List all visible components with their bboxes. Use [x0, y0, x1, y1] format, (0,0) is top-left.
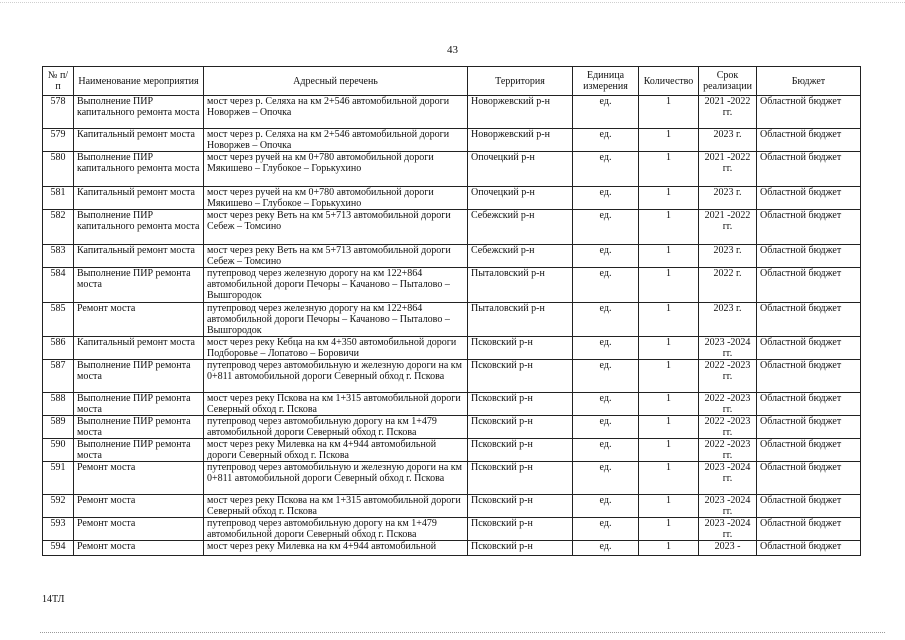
cell-territory: Псковский р-н: [468, 393, 573, 416]
cell-num: 593: [43, 518, 74, 541]
cell-unit: ед.: [573, 416, 639, 439]
table-row: [43, 337, 861, 360]
table-row: [43, 518, 861, 541]
cell-budget: Областной бюджет: [757, 518, 861, 541]
cell-budget: Областной бюджет: [757, 337, 861, 360]
table-row: [43, 96, 861, 129]
cell-unit: ед.: [573, 495, 639, 518]
page-number: 43: [447, 44, 458, 56]
cell-qty: 1: [639, 518, 699, 541]
table-row: [43, 152, 861, 187]
cell-territory: Псковский р-н: [468, 462, 573, 495]
cell-territory: Пыталовский р-н: [468, 303, 573, 337]
cell-budget: Областной бюджет: [757, 245, 861, 268]
cell-address: мост через ручей на км 0+780 автомобильной дороги Мякишево – Глубокое – Горькухино: [204, 152, 468, 187]
cell-address: мост через реку Милевка на км 4+944 автомобильной: [204, 541, 468, 556]
cell-num: 578: [43, 96, 74, 129]
cell-qty: 1: [639, 393, 699, 416]
column-header-budget: Бюджет: [757, 67, 861, 96]
cell-unit: ед.: [573, 439, 639, 462]
cell-num: 591: [43, 462, 74, 495]
cell-qty: 1: [639, 337, 699, 360]
cell-territory: Пыталовский р-н: [468, 268, 573, 303]
cell-unit: ед.: [573, 96, 639, 129]
table-row: [43, 360, 861, 393]
column-header-address: Адресный перечень: [204, 67, 468, 96]
cell-qty: 1: [639, 495, 699, 518]
cell-name: Ремонт моста: [74, 518, 204, 541]
cell-territory: Псковский р-н: [468, 495, 573, 518]
cell-name: Выполнение ПИР ремонта моста: [74, 439, 204, 462]
cell-period: 2023 -: [699, 541, 757, 556]
cell-name: Ремонт моста: [74, 541, 204, 556]
cell-num: 587: [43, 360, 74, 393]
cell-num: 580: [43, 152, 74, 187]
cell-period: 2021 -2022 гг.: [699, 96, 757, 129]
cell-name: Капитальный ремонт моста: [74, 187, 204, 210]
cell-num: 579: [43, 129, 74, 152]
scan-artifact-bottom: [40, 632, 885, 634]
cell-territory: Новоржевский р-н: [468, 129, 573, 152]
cell-qty: 1: [639, 96, 699, 129]
cell-unit: ед.: [573, 360, 639, 393]
cell-budget: Областной бюджет: [757, 268, 861, 303]
cell-num: 586: [43, 337, 74, 360]
cell-qty: 1: [639, 187, 699, 210]
cell-unit: ед.: [573, 541, 639, 556]
cell-address: мост через реку Кебца на км 4+350 автомобильной дороги Подборовье – Лопатово – Боровичи: [204, 337, 468, 360]
cell-budget: Областной бюджет: [757, 393, 861, 416]
cell-qty: 1: [639, 129, 699, 152]
cell-address: путепровод через автомобильную и железную дороги на км 0+811 автомобильной дороги Северный обход г. Пскова: [204, 462, 468, 495]
cell-unit: ед.: [573, 268, 639, 303]
cell-address: путепровод через автомобильную и железную дороги на км 0+811 автомобильной дороги Северный обход г. Пскова: [204, 360, 468, 393]
cell-unit: ед.: [573, 337, 639, 360]
cell-name: Выполнение ПИР ремонта моста: [74, 416, 204, 439]
cell-name: Выполнение ПИР капитального ремонта моста: [74, 152, 204, 187]
cell-period: 2023 -2024 гг.: [699, 495, 757, 518]
cell-name: Выполнение ПИР ремонта моста: [74, 393, 204, 416]
cell-qty: 1: [639, 462, 699, 495]
cell-budget: Областной бюджет: [757, 96, 861, 129]
table-row: [43, 541, 861, 556]
cell-qty: 1: [639, 245, 699, 268]
cell-period: 2022 -2023 гг.: [699, 360, 757, 393]
cell-num: 582: [43, 210, 74, 245]
table-row: [43, 210, 861, 245]
cell-budget: Областной бюджет: [757, 416, 861, 439]
column-header-unit: Единица измерения: [573, 67, 639, 96]
cell-name: Ремонт моста: [74, 495, 204, 518]
cell-address: мост через реку Веть на км 5+713 автомобильной дороги Себеж – Томсино: [204, 210, 468, 245]
cell-address: мост через р. Селяха на км 2+546 автомобильной дороги Новоржев – Опочка: [204, 129, 468, 152]
cell-territory: Псковский р-н: [468, 439, 573, 462]
scan-artifact-top: [0, 2, 905, 4]
cell-address: мост через реку Веть на км 5+713 автомобильной дороги Себеж – Томсино: [204, 245, 468, 268]
cell-unit: ед.: [573, 393, 639, 416]
cell-address: путепровод через автомобильную дорогу на км 1+479 автомобильной дороги Северный обход г. Пскова: [204, 416, 468, 439]
cell-qty: 1: [639, 268, 699, 303]
cell-name: Выполнение ПИР капитального ремонта моста: [74, 210, 204, 245]
cell-qty: 1: [639, 439, 699, 462]
cell-period: 2021 -2022 гг.: [699, 152, 757, 187]
cell-territory: Псковский р-н: [468, 518, 573, 541]
cell-num: 589: [43, 416, 74, 439]
cell-name: Выполнение ПИР ремонта моста: [74, 268, 204, 303]
cell-unit: ед.: [573, 129, 639, 152]
column-header-period: Срок реализации: [699, 67, 757, 96]
cell-budget: Областной бюджет: [757, 187, 861, 210]
cell-budget: Областной бюджет: [757, 541, 861, 556]
cell-num: 581: [43, 187, 74, 210]
cell-num: 585: [43, 303, 74, 337]
cell-num: 583: [43, 245, 74, 268]
column-header-num: № п/п: [43, 67, 74, 96]
cell-unit: ед.: [573, 245, 639, 268]
cell-address: мост через реку Милевка на км 4+944 автомобильной дороги Северный обход г. Пскова: [204, 439, 468, 462]
cell-period: 2023 г.: [699, 187, 757, 210]
table-body: [43, 96, 861, 556]
table-row: [43, 187, 861, 210]
table-header-row: [43, 67, 861, 96]
cell-territory: Псковский р-н: [468, 337, 573, 360]
footer-code: 14ТЛ: [42, 594, 65, 605]
cell-name: Капитальный ремонт моста: [74, 245, 204, 268]
cell-period: 2022 г.: [699, 268, 757, 303]
cell-name: Ремонт моста: [74, 303, 204, 337]
cell-period: 2023 г.: [699, 129, 757, 152]
cell-address: мост через ручей на км 0+780 автомобильной дороги Мякишево – Глубокое – Горькухино: [204, 187, 468, 210]
cell-address: путепровод через железную дорогу на км 122+864 автомобильной дороги Печоры – Качаново – Пыталово – Вышгородок: [204, 268, 468, 303]
table-row: [43, 245, 861, 268]
cell-qty: 1: [639, 152, 699, 187]
cell-num: 590: [43, 439, 74, 462]
table-row: [43, 303, 861, 337]
cell-territory: Себежский р-н: [468, 210, 573, 245]
cell-period: 2023 -2024 гг.: [699, 518, 757, 541]
cell-num: 588: [43, 393, 74, 416]
cell-name: Капитальный ремонт моста: [74, 337, 204, 360]
cell-budget: Областной бюджет: [757, 439, 861, 462]
cell-territory: Опочецкий р-н: [468, 187, 573, 210]
column-header-territory: Территория: [468, 67, 573, 96]
bridge-works-table: [42, 66, 861, 556]
cell-qty: 1: [639, 416, 699, 439]
table-row: [43, 416, 861, 439]
cell-unit: ед.: [573, 303, 639, 337]
cell-name: Ремонт моста: [74, 462, 204, 495]
cell-period: 2023 -2024 гг.: [699, 337, 757, 360]
cell-qty: 1: [639, 360, 699, 393]
cell-budget: Областной бюджет: [757, 129, 861, 152]
cell-qty: 1: [639, 541, 699, 556]
cell-name: Выполнение ПИР ремонта моста: [74, 360, 204, 393]
cell-num: 592: [43, 495, 74, 518]
column-header-name: Наименование мероприятия: [74, 67, 204, 96]
table-row: [43, 495, 861, 518]
cell-address: мост через реку Пскова на км 1+315 автомобильной дороги Северный обход г. Пскова: [204, 393, 468, 416]
cell-budget: Областной бюджет: [757, 462, 861, 495]
cell-territory: Новоржевский р-н: [468, 96, 573, 129]
column-header-quantity: Количество: [639, 67, 699, 96]
cell-budget: Областной бюджет: [757, 152, 861, 187]
table-row: [43, 439, 861, 462]
cell-period: 2022 -2023 гг.: [699, 439, 757, 462]
cell-qty: 1: [639, 303, 699, 337]
cell-unit: ед.: [573, 152, 639, 187]
table-row: [43, 268, 861, 303]
cell-unit: ед.: [573, 518, 639, 541]
cell-name: Капитальный ремонт моста: [74, 129, 204, 152]
cell-territory: Псковский р-н: [468, 360, 573, 393]
table-row: [43, 129, 861, 152]
cell-territory: Опочецкий р-н: [468, 152, 573, 187]
cell-unit: ед.: [573, 210, 639, 245]
cell-period: 2023 -2024 гг.: [699, 462, 757, 495]
cell-address: мост через р. Селяха на км 2+546 автомобильной дороги Новоржев – Опочка: [204, 96, 468, 129]
cell-budget: Областной бюджет: [757, 303, 861, 337]
cell-num: 594: [43, 541, 74, 556]
cell-budget: Областной бюджет: [757, 495, 861, 518]
cell-unit: ед.: [573, 187, 639, 210]
table-row: [43, 462, 861, 495]
cell-qty: 1: [639, 210, 699, 245]
cell-territory: Псковский р-н: [468, 541, 573, 556]
cell-address: мост через реку Пскова на км 1+315 автомобильной дороги Северный обход г. Пскова: [204, 495, 468, 518]
cell-budget: Областной бюджет: [757, 210, 861, 245]
cell-period: 2023 г.: [699, 245, 757, 268]
cell-period: 2023 г.: [699, 303, 757, 337]
cell-territory: Псковский р-н: [468, 416, 573, 439]
cell-name: Выполнение ПИР капитального ремонта моста: [74, 96, 204, 129]
cell-unit: ед.: [573, 462, 639, 495]
cell-period: 2022 -2023 гг.: [699, 393, 757, 416]
cell-address: путепровод через автомобильную дорогу на км 1+479 автомобильной дороги Северный обход г. Пскова: [204, 518, 468, 541]
cell-territory: Себежский р-н: [468, 245, 573, 268]
cell-period: 2022 -2023 гг.: [699, 416, 757, 439]
cell-period: 2021 -2022 гг.: [699, 210, 757, 245]
cell-budget: Областной бюджет: [757, 360, 861, 393]
cell-num: 584: [43, 268, 74, 303]
cell-address: путепровод через железную дорогу на км 122+864 автомобильной дороги Печоры – Качаново – Пыталово – Вышгородок: [204, 303, 468, 337]
table-row: [43, 393, 861, 416]
